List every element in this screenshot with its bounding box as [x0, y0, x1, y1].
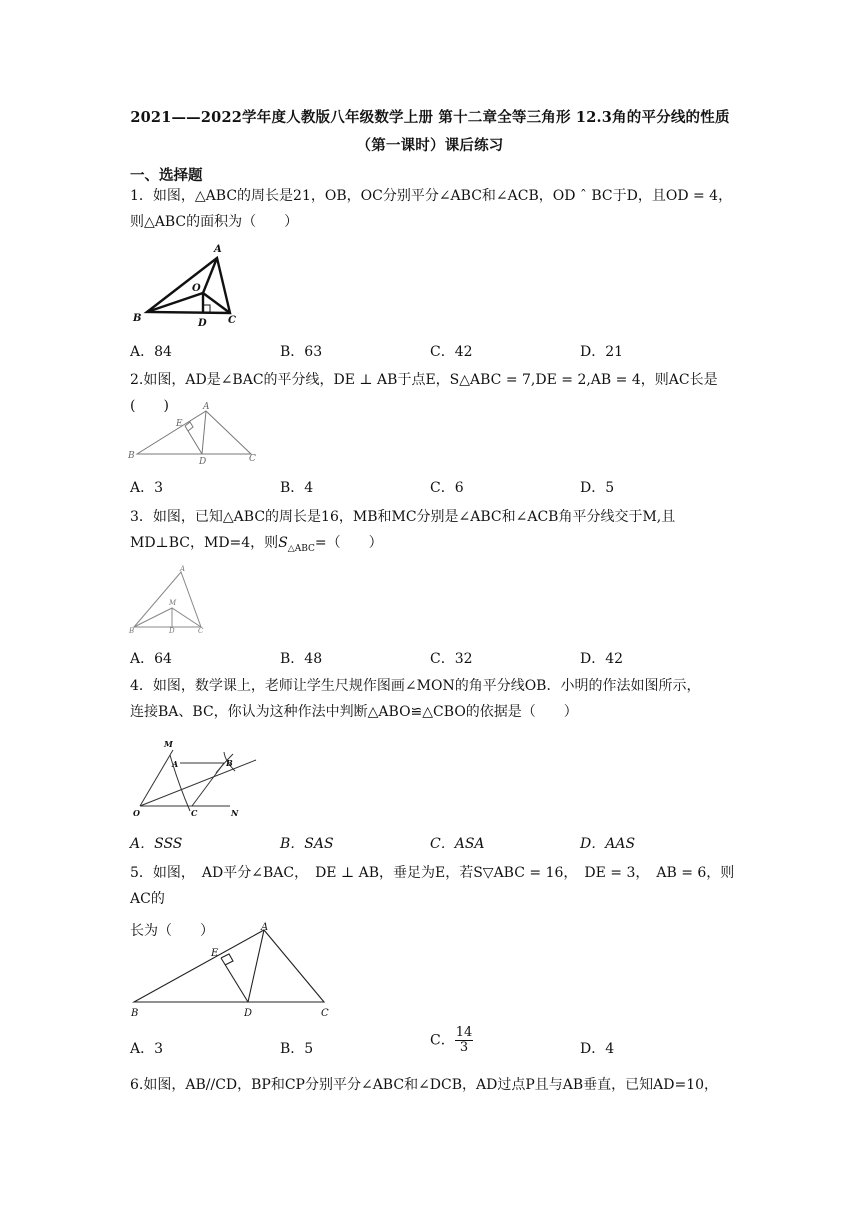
question-1-line-2: 则△ABC的面积为（ ）: [130, 214, 299, 230]
question-5-option-c[interactable]: [430, 1026, 473, 1055]
question-3-line-1: 3．如图，已知△ABC的周长是16，MB和MC分别是∠ABC和∠ACB角平分线交于M,且: [130, 509, 676, 525]
question-4-line-2: 连接BA、BC，你认为这种作法中判断△ABO≌△CBO的依据是（ ）: [130, 704, 578, 720]
question-3-figure: [128, 563, 208, 635]
question-3-option-c[interactable]: C．32: [430, 651, 473, 667]
fig1-label-d: D: [198, 318, 207, 329]
question-1-text: [130, 183, 735, 235]
question-6-line-1: 6.如图，AB//CD，BP和CP分别平分∠ABC和∠DCB，AD过点P且与AB垂直，已知AD=10，: [130, 1077, 719, 1093]
fig2-label-a: A: [203, 402, 210, 412]
fig4-label-m: M: [164, 739, 173, 749]
question-5-options: [130, 1025, 730, 1068]
question-2-option-c[interactable]: C．6: [430, 480, 464, 496]
fig5-label-a: A: [261, 922, 269, 933]
worksheet-title: 2021——2022学年度人教版八年级数学上册 第十二章全等三角形 12.3角的平分线的性质: [130, 109, 730, 126]
question-3-line-2-suffix: =（ ）: [314, 535, 383, 551]
fig1-label-c: C: [228, 315, 236, 326]
question-3-line-2: [130, 530, 735, 562]
question-2-option-b[interactable]: B．4: [280, 480, 314, 496]
fig5-label-b: B: [131, 1008, 139, 1019]
fig4-label-b: B: [226, 758, 233, 768]
fig2-label-d: D: [199, 457, 207, 466]
question-4-option-d[interactable]: D．AAS: [580, 836, 636, 852]
question-2-options: [130, 477, 730, 501]
fig5-label-c: C: [321, 1008, 329, 1019]
section-heading: 一、选择题: [130, 167, 203, 184]
question-2-figure: [128, 398, 268, 466]
fig2-label-b: B: [128, 451, 135, 461]
question-6-text: [130, 1072, 735, 1098]
question-4-option-a[interactable]: A．SSS: [130, 836, 183, 852]
question-2-option-a[interactable]: A．3: [130, 480, 164, 496]
question-4-text: [130, 673, 735, 725]
question-5-option-d[interactable]: D．4: [580, 1041, 615, 1057]
question-5-option-c-label: C．: [430, 1032, 455, 1049]
question-4-option-c[interactable]: C．ASA: [430, 836, 485, 852]
fig4-label-o: O: [133, 808, 140, 818]
fig4-label-n: N: [231, 808, 239, 818]
fig4-label-c: C: [191, 808, 198, 818]
fig1-label-b: B: [133, 313, 142, 324]
question-1-option-a[interactable]: A．84: [130, 344, 172, 360]
fig2-label-c: C: [249, 454, 256, 464]
question-5-figure: [128, 920, 338, 1020]
question-4-figure: [130, 735, 260, 821]
question-1-option-d[interactable]: D．21: [580, 344, 624, 360]
fig3-label-m: M: [169, 599, 177, 607]
question-4-option-b[interactable]: B．SAS: [280, 836, 334, 852]
question-2-option-d[interactable]: D．5: [580, 480, 615, 496]
question-5-option-b[interactable]: B．5: [280, 1041, 314, 1057]
question-3-option-b[interactable]: B．48: [280, 651, 323, 667]
question-1-line-1: 1．如图，△ABC的周长是21，OB，OC分别平分∠ABC和∠ACB，OD ˆ BC于D，且OD = 4，: [130, 188, 733, 204]
fig2-label-e: E: [176, 419, 183, 429]
fig4-label-a: A: [172, 759, 179, 769]
fig3-label-c: C: [198, 627, 204, 635]
question-1-option-b[interactable]: B．63: [280, 344, 323, 360]
question-5-option-a[interactable]: A．3: [130, 1041, 164, 1057]
fig5-label-e: E: [211, 948, 219, 959]
fraction-numerator: 14: [455, 1025, 473, 1040]
fig1-label-o: O: [192, 283, 201, 294]
fig3-label-a: A: [180, 565, 186, 573]
fig5-label-d: D: [244, 1008, 253, 1019]
question-3-option-a[interactable]: A．64: [130, 651, 172, 667]
worksheet-subtitle: （第一课时）课后练习: [356, 137, 504, 154]
question-3-area-subscript: △ABC: [287, 543, 315, 554]
question-3-area-symbol: S: [278, 535, 288, 551]
question-4-line-1: 4．如图，数学课上，老师让学生尺规作图画∠MON的角平分线OB．小明的作法如图所示，: [130, 678, 701, 694]
question-5-line-1: 5．如图， AD平分∠BAC， DE ⊥ AB，垂足为E，若S▽ABC = 16， DE = 3， AB = 6，则AC的: [130, 865, 735, 907]
fraction-denominator: 3: [459, 1040, 469, 1055]
question-3-options: [130, 648, 730, 672]
fig1-label-a: A: [214, 244, 222, 255]
question-1-option-c[interactable]: C．42: [430, 344, 473, 360]
question-4-options: [130, 833, 730, 857]
fig3-label-b: B: [129, 627, 135, 635]
question-1-figure: [130, 240, 250, 332]
question-3-line-2-prefix: MD⊥BC，MD=4，则: [130, 535, 279, 551]
fig3-label-d: D: [169, 627, 175, 635]
question-5-line-2: 长为（ ）: [130, 923, 214, 939]
question-3-text: [130, 504, 735, 562]
question-1-options: [130, 341, 730, 365]
question-5-option-c-fraction: [455, 1026, 474, 1055]
question-2-line-1: 2.如图，AD是∠BAC的平分线，DE ⊥ AB于点E，S△ABC = 7,DE = 2,AB = 4，则AC长是( ): [130, 372, 718, 414]
question-3-option-d[interactable]: D．42: [580, 651, 624, 667]
